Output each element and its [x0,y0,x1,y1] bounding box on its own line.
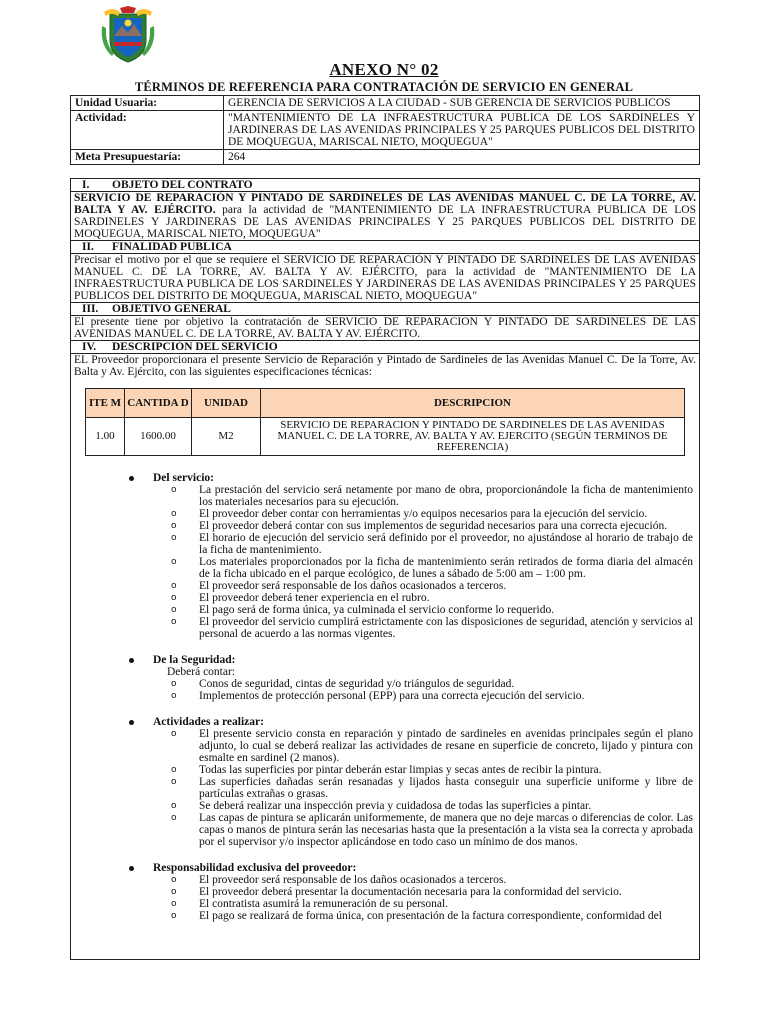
group-actividades [71,716,699,848]
circle-bullet-icon: o [171,485,177,495]
bullet-icon [129,720,134,725]
section-title: OBJETO DEL CONTRATO [112,179,253,191]
list-item-text: El horario de ejecución del servicio será definido por el proveedor, no ajustándose al horario de trabajo de la ficha de mantenimiento. [199,532,693,556]
list-item [153,764,699,776]
annex-title: ANEXO N° 02 [329,60,439,79]
circle-bullet-icon: o [171,899,177,909]
info-label: Actividad: [71,111,224,150]
list-item-text: La prestación del servicio será netamente por mano de obra, proporcionándole la ficha de mantenimiento los materiales necesarios para su ejecución. [199,484,693,508]
list-item [153,532,699,556]
circle-bullet-icon: o [171,777,177,787]
table-row [86,418,685,456]
info-label: Unidad Usuaria: [71,96,224,111]
circle-bullet-icon: o [171,801,177,811]
list-item [153,728,699,764]
column-header-cantidad: CANTIDA D [125,389,192,418]
bullet-icon [129,866,134,871]
document-title: TÉRMINOS DE REFERENCIA PARA CONTRATACIÓN DE SERVICIO EN GENERAL [134,80,634,94]
section-body-objeto [71,192,699,241]
info-table [70,95,700,165]
circle-bullet-icon: o [171,765,177,775]
circle-bullet-icon: o [171,533,177,543]
terms-sections [70,178,700,960]
list-item-text: El proveedor será responsable de los daños ocasionados a terceros. [199,580,507,592]
list-item-text: El pago será de forma única, ya culminada el servicio conforme lo requerido. [199,604,555,616]
circle-bullet-icon: o [171,911,177,921]
items-table [85,388,685,456]
info-value: "MANTENIMIENTO DE LA INFRAESTRUCTURA PUBLICA DE LOS SARDINELES Y JARDINERAS DE LAS AVENIDAS PRINCIPALES Y 25 PARQUES PUBLICOS DEL DISTRITO DE MOQUEGUA, MARISCAL NIETO, MOQUEGUA" [224,111,700,150]
section-header-descripcion [71,341,699,354]
bullet-icon [129,658,134,663]
circle-bullet-icon: o [171,729,177,739]
section-body-descripcion: EL Proveedor proporcionara el presente Servicio de Reparación y Pintado de Sardineles de las Avenidas Manuel C. De la Torre, Av. Balta y Av. Ejército, con las siguientes especificaciones técnicas: [74,354,696,378]
section-number: I. [82,179,90,191]
cantidad-cell: 1600.00 [125,418,192,456]
item-cell: 1.00 [86,418,125,456]
list-item [153,800,699,812]
circle-bullet-icon: o [171,521,177,531]
group-title: Del servicio: [153,472,214,484]
list-item [153,604,699,616]
section-number: III. [82,303,99,315]
section-number: II. [82,241,94,253]
column-header-descripcion: DESCRIPCION [261,389,685,418]
list-item [153,678,699,690]
circle-bullet-icon: o [171,813,177,823]
section-title: FINALIDAD PUBLICA [112,241,232,253]
sub-list [153,874,699,922]
group-responsabilidad [71,862,699,922]
list-item-text: El presente servicio consta en reparación y pintado de sardineles en avenidas principales según el plano adjunto, lo cual se deberá realizar las actividades de resane en superficie de concreto, lijado y pintura con esmalte en sardinel (2 manos). [199,728,693,764]
info-row-meta [71,150,700,165]
circle-bullet-icon: o [171,605,177,615]
section-header-finalidad [71,241,699,254]
list-item [153,616,699,640]
group-title: Actividades a realizar: [153,716,264,728]
descripcion-cell: SERVICIO DE REPARACION Y PINTADO DE SARDINELES DE LAS AVENIDAS MANUEL C. DE LA TORRE, AV. BALTA Y AV. EJERCITO (SEGÚN TERMINOS DE REFERENCIA) [261,418,685,456]
section-title: OBJETIVO GENERAL [112,303,231,315]
municipal-crest-icon [100,6,156,64]
list-item [153,886,699,898]
list-item-text: El proveedor deberá contar con sus implementos de seguridad necesarios para una correcta ejecución. [199,520,668,532]
unidad-cell: M2 [192,418,261,456]
section-bold-text: SERVICIO DE REPARACIÓN Y PINTADO DE SARDINELES DE LAS AVENIDAS MANUEL C. DE LA TORRE, AV. BALTA Y AV. EJÉRCITO. [74,192,696,216]
specifications-list [71,472,699,922]
list-item-text: El contratista asumirá la remuneración de su personal. [199,898,449,910]
list-item [153,776,699,800]
list-item-text: El proveedor deberá presentar la documentación necesaria para la conformidad del servicio. [199,886,622,898]
circle-bullet-icon: o [171,509,177,519]
list-item-text: Los materiales proporcionados por la ficha de mantenimiento serán retirados de forma diaria del almacén de la ficha ubicado en el parque ecológico, de lunes a sábado de 5:00 am – 1:00 pm. [199,556,693,580]
list-item-text: Las capas de pintura se aplicarán uniformemente, de manera que no deje marcas o diferencias de color. Las capas o manos de pintura serán las necesarias hasta que la presentación a la vista sea la correcta y aprobada por el supervisor y/o inspector aplicándose en todo caso un mínimo de dos manos. [199,812,693,848]
group-intro: Deberá contar: [167,666,236,678]
list-item [153,874,699,886]
group-de-la-seguridad [71,654,699,702]
section-number: IV. [82,341,97,353]
list-item-text: El proveedor del servicio cumplirá estrictamente con las disposiciones de seguridad, atención y servicios al personal de acuerdo a las normas vigentes. [199,616,693,640]
sub-list [153,728,699,848]
circle-bullet-icon: o [171,875,177,885]
list-item [153,898,699,910]
list-item-text: El pago se realizará de forma única, con presentación de la factura correspondiente, conformidad del [199,910,662,922]
list-item [153,580,699,592]
list-item-text: Implementos de protección personal (EPP) para una correcta ejecución del servicio. [199,690,585,702]
sub-list [153,678,699,702]
section-body-objetivo: El presente tiene por objetivo la contratación de SERVICIO DE REPARACION Y PINTADO DE SARDINELES DE LAS AVENIDAS MANUEL C. DE LA TORRE, AV. BALTA Y AV. EJÉRCITO. [71,316,699,341]
list-item [153,592,699,604]
list-item-text: El proveedor deberá tener experiencia en el rubro. [199,592,430,604]
info-label: Meta Presupuestaría: [71,150,224,165]
circle-bullet-icon: o [171,679,177,689]
list-item-text: Conos de seguridad, cintas de seguridad y/o triángulos de seguridad. [199,678,515,690]
group-title: Responsabilidad exclusiva del proveedor: [153,862,357,874]
list-item [153,690,699,702]
column-header-unidad: UNIDAD [192,389,261,418]
circle-bullet-icon: o [171,557,177,567]
section-title: DESCRIPCIÓN DEL SERVICIO [112,341,278,353]
circle-bullet-icon: o [171,617,177,627]
circle-bullet-icon: o [171,887,177,897]
list-item [153,910,699,922]
items-header-row [86,389,685,418]
list-item-text: El proveedor será responsable de los daños ocasionados a terceros. [199,874,507,886]
circle-bullet-icon: o [171,581,177,591]
sub-list [153,484,699,640]
column-header-item: ITE M [86,389,125,418]
list-item-text: Todas las superficies por pintar deberán estar limpias y secas antes de recibir la pintura. [199,764,602,776]
group-del-servicio [71,472,699,640]
list-item-text: El proveedor deber contar con herramientas y/o equipos necesarios para la ejecución del servicio. [199,508,648,520]
list-item [153,508,699,520]
section-body-finalidad: Precisar el motivo por el que se requiere el SERVICIO DE REPARACIÓN Y PINTADO DE SARDINELES DE LAS AVENIDAS MANUEL C. DE LA TORRE, AV. BALTA Y AV. EJÉRCITO, para la actividad de "MANTENIMIENTO DE LA INFRAESTRUCTURA PUBLICA DE LOS SARDINELES Y JARDINERAS DE LAS AVENIDAS PRINCIPALES Y 25 PARQUES PUBLICOS DEL DISTRITO DE MOQUEGUA, MARISCAL NIETO, MOQUEGUA" [71,254,699,303]
bullet-icon [129,476,134,481]
info-value: GERENCIA DE SERVICIOS A LA CIUDAD - SUB GERENCIA DE SERVICIOS PUBLICOS [224,96,700,111]
section-header-objetivo [71,303,699,316]
list-item [153,520,699,532]
list-item-text: Se deberá realizar una inspección previa y cuidadosa de todas las superficies a pintar. [199,800,592,812]
list-item [153,484,699,508]
list-item [153,812,699,848]
info-row-actividad [71,111,700,150]
circle-bullet-icon: o [171,593,177,603]
group-title: De la Seguridad: [153,654,236,666]
section-text: para la actividad de "MANTENIMIENTO DE LA INFRAESTRUCTURA PUBLICA DE LOS SARDINELES Y JARDINERAS DE LAS AVENIDAS PRINCIPALES Y 25 PARQUES PUBLICOS DEL DISTRITO DE MOQUEGUA, MARISCAL NIETO, MOQUEGUA" [74,204,696,240]
info-value: 264 [224,150,700,165]
section-header-objeto [71,179,699,192]
list-item-text: Las superficies dañadas serán resanadas y lijados hasta conseguir una superficie uniforme y libre de partículas extrañas o grasas. [199,776,693,800]
list-item [153,556,699,580]
info-row-unidad [71,96,700,111]
circle-bullet-icon: o [171,691,177,701]
